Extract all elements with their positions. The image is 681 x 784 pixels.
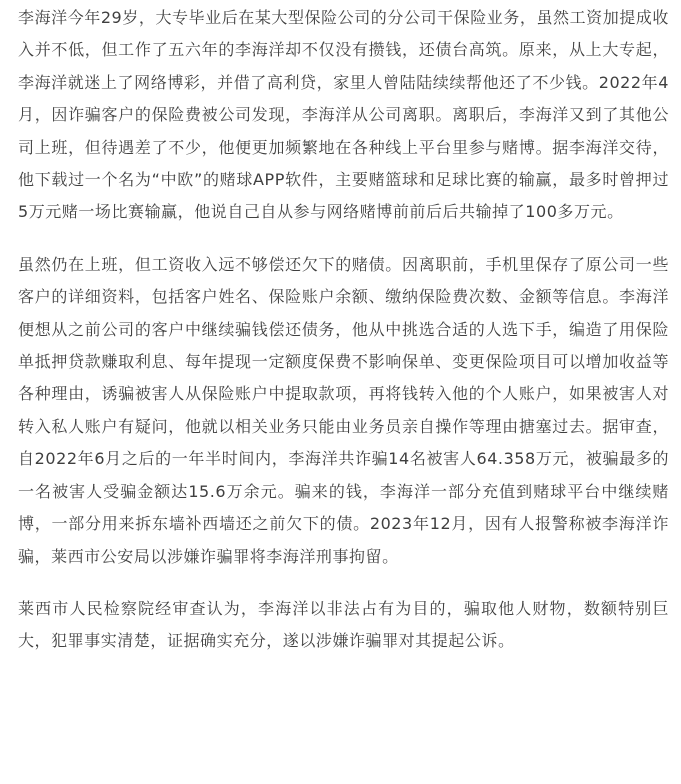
- paragraph-1: 李海洋今年29岁，大专毕业后在某大型保险公司的分公司干保险业务，虽然工资加提成收入并不低，但工作了五六年的李海洋却不仅没有攒钱，还债台高筑。原来，从上大专起，李海洋就迷上了网络博彩，并借了高利贷，家里人曾陆陆续续帮他还了不少钱。2022年4月，因诈骗客户的保险费被公司发现，李海洋从公司离职。离职后，李海洋又到了其他公司上班，但待遇差了不少，他便更加频繁地在各种线上平台里参与赌博。据李海洋交待，他下载过一个名为“中欧”的赌球APP软件，主要赌篮球和足球比赛的输赢，最多时曾押过5万元赌一场比赛输赢，他说自己自从参与网络赌博前前后后共输掉了100多万元。: [18, 8, 669, 222]
- paragraph-2: 虽然仍在上班，但工资收入远不够偿还欠下的赌债。因离职前，手机里保存了原公司一些客户的详细资料，包括客户姓名、保险账户余额、缴纳保险费次数、金额等信息。李海洋便想从之前公司的客户中继续骗钱偿还债务，他从中挑选合适的人选下手，编造了用保险单抵押贷款赚取利息、每年提现一定额度保费不影响保单、变更保险项目可以增加收益等各种理由，诱骗被害人从保险账户中提取款项，再将钱转入他的个人账户，如果被害人对转入私人账户有疑问，他就以相关业务只能由业务员亲自操作等理由搪塞过去。据审查，自2022年6月之后的一年半时间内，李海洋共诈骗14名被害人64.358万元，被骗最多的一名被害人受骗金额达15.6万余元。骗来的钱，李海洋一部分充值到赌球平台中继续赌博，一部分用来拆东墙补西墙还之前欠下的债。2023年12月，因有人报警称被李海洋诈骗，莱西市公安局以涉嫌诈骗罪将李海洋刑事拘留。: [18, 254, 669, 566]
- paragraph-3: 莱西市人民检察院经审查认为，李海洋以非法占有为目的，骗取他人财物，数额特别巨大，犯罪事实清楚，证据确实充分，遂以涉嫌诈骗罪对其提起公诉。: [18, 598, 669, 651]
